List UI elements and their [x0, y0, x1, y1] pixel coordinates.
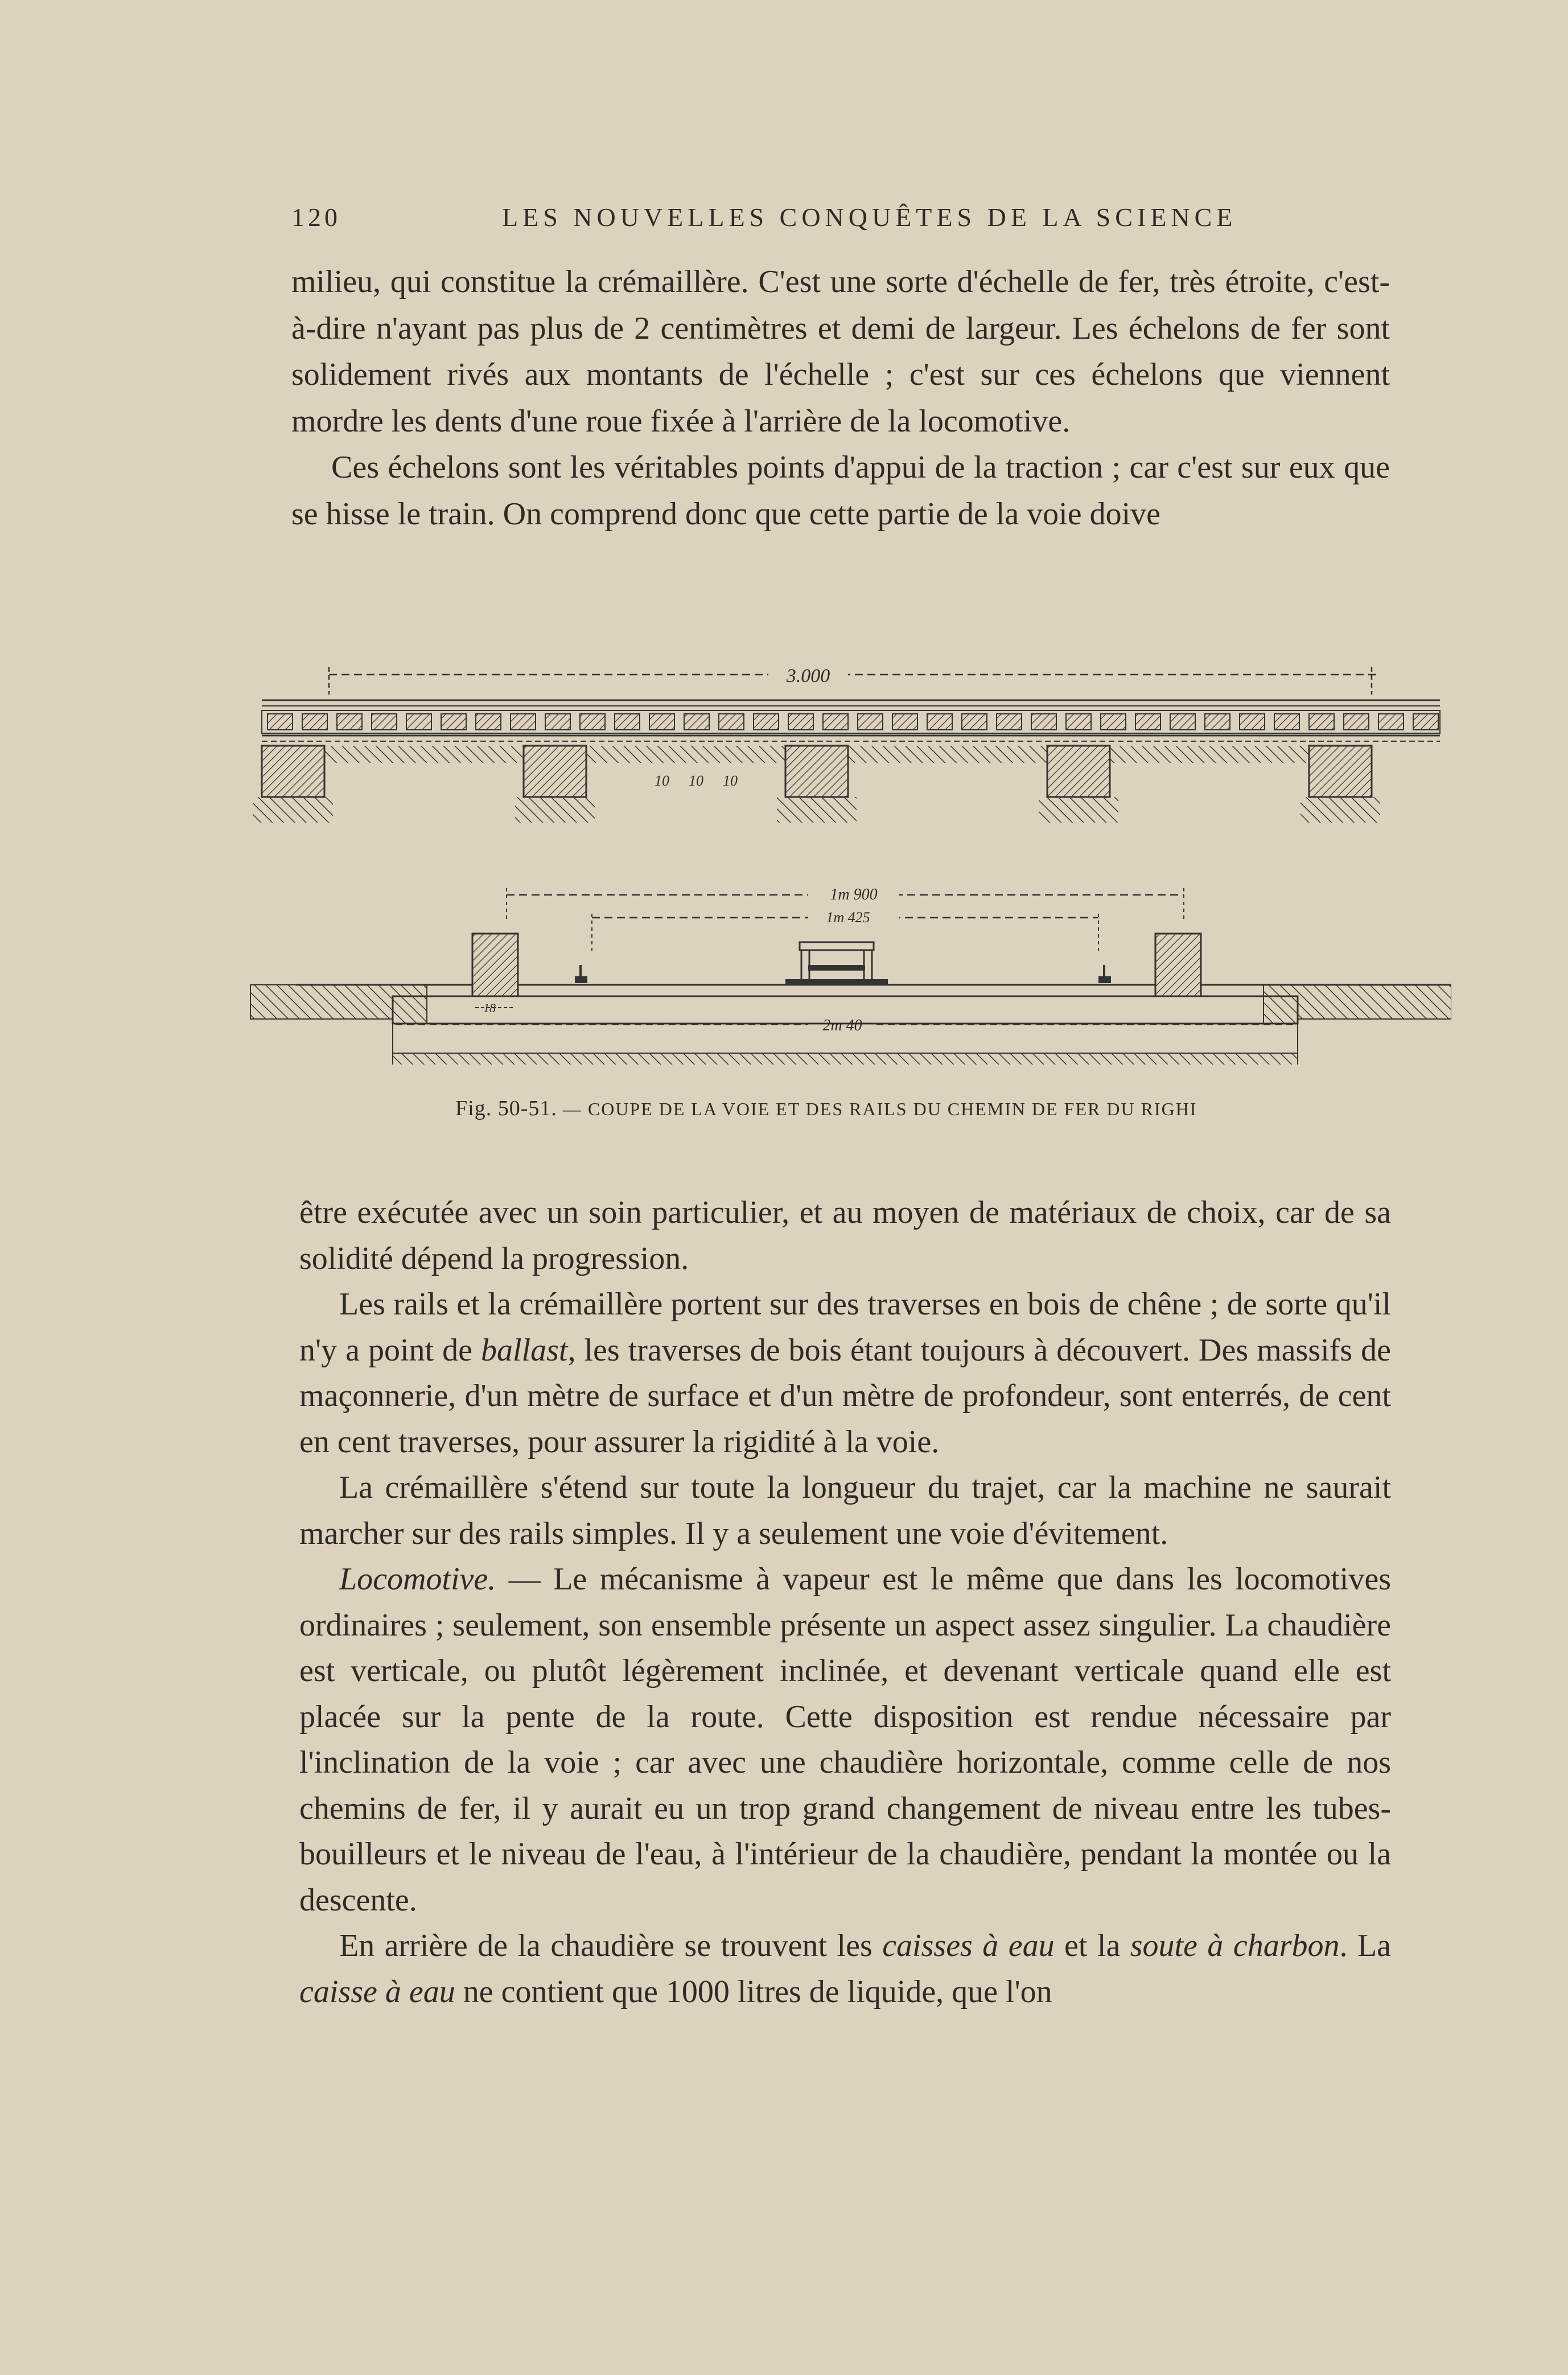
paragraph — [299, 1556, 1391, 1923]
track-section-figure — [239, 655, 1451, 1065]
sleeper-block — [777, 746, 857, 823]
transverse-section — [250, 882, 1451, 1065]
italic-term: caisse à eau — [299, 1974, 455, 2010]
caption-text: COUPE DE LA VOIE ET DES RAILS DU CHEMIN DE FER DU RIGHI — [587, 1099, 1197, 1119]
rack-rung — [267, 714, 293, 730]
rack-rungs — [267, 714, 1438, 730]
rack-rung — [545, 714, 570, 730]
text-span: , les traverses de bois étant toujours à découvert. Des massifs de maçonnerie, d'un mètre de surface et d'un mètre de profondeur, sont enterrés, de cent en cent traverses, pour assurer la rigidité à la voie. — [299, 1332, 1391, 1460]
rack-rung — [1240, 714, 1265, 730]
rack-rung — [649, 714, 674, 730]
running-title: LES NOUVELLES CONQUÊTES DE LA SCIENCE — [502, 203, 1237, 232]
rack-rung — [927, 714, 952, 730]
page-header — [291, 202, 1393, 236]
rack-rung — [1413, 714, 1438, 730]
rack-rung — [511, 714, 536, 730]
text-span: . La — [1339, 1928, 1392, 1963]
rack-rung — [684, 714, 709, 730]
paragraph: La crémaillère s'étend sur toute la longueur du trajet, car la machine ne saurait marcher sur des rails simples. Il y a seulement une voie d'évitement. — [299, 1470, 1391, 1551]
rack-rung — [962, 714, 987, 730]
rack-rung — [1031, 714, 1056, 730]
ground-hatch — [848, 746, 1047, 763]
track-cross-section-drawing — [239, 655, 1451, 1065]
dim-spacing-1: 10 — [655, 773, 669, 789]
ground-hatch — [324, 746, 524, 763]
paragraph: milieu, qui constitue la crémaillère. C'est une sorte d'échelle de fer, très étroite, c'est-à-dire n'ayant pas plus de 2 centimètres et demi de largeur. Les échelons de fer sont solidement rivés aux montants de l'échelle ; c'est sur ces échelons que viennent mordre les dents d'une roue fixée à l'arrière de la locomotive. — [291, 264, 1390, 439]
sleeper-block — [515, 746, 595, 823]
rack-rung — [823, 714, 848, 730]
figure-caption — [455, 1096, 1309, 1121]
italic-term: caisses à eau — [882, 1928, 1055, 1963]
longitudinal-section — [253, 665, 1440, 823]
page-number: 120 — [291, 203, 341, 232]
ground-hatch — [586, 746, 785, 763]
sleeper-block — [1301, 746, 1380, 823]
rack-rung — [1101, 714, 1126, 730]
rack-rung — [302, 714, 327, 730]
section-heading: Locomotive. — [339, 1562, 496, 1597]
text-span: ne contient que 1000 litres de liquide, que l'on — [455, 1974, 1052, 2010]
rack-rung — [1205, 714, 1230, 730]
dim-top-label: 3.000 — [786, 665, 830, 687]
rack-rung — [858, 714, 883, 730]
rack-rung — [1344, 714, 1369, 730]
rack-rung — [719, 714, 744, 730]
italic-term: ballast — [480, 1332, 568, 1368]
text-span: — Le mécanisme à vapeur est le même que dans les locomotives ordinaires ; seulement, son ensemble présente un aspect assez singulier. La chaudière est verticale, ou plutôt légèrement inclinée, et devenant verticale quand elle est placée sur la pente de la route. Cette disposition est rendue nécessaire par l'inclination de la voie ; car avec une chaudière horizontale, comme celle de nos chemins de fer, il y aurait eu un trop grand changement de niveau entre les tubes-bouilleurs et le niveau de l'eau, à l'intérieur de la chaudière, pendant la montée ou la descente. — [299, 1562, 1391, 1918]
rack-rung — [997, 714, 1022, 730]
paragraph — [299, 1923, 1391, 2015]
rack-rung — [337, 714, 362, 730]
rack-rung — [441, 714, 466, 730]
dim-spacing-3: 10 — [723, 773, 738, 789]
figure-label: Fig. 50-51. — [455, 1096, 557, 1120]
paragraph: Ces échelons sont les véritables points d'appui de la traction ; car c'est sur eux que se hisse le train. On comprend donc que cette partie de la voie doive — [291, 450, 1390, 532]
text-span: et la — [1054, 1928, 1130, 1963]
italic-term: soute à charbon — [1130, 1928, 1340, 1963]
sleepers-and-foundations — [253, 746, 1380, 823]
rack-rung — [615, 714, 640, 730]
rack-rung — [1170, 714, 1195, 730]
rack-rung — [1135, 714, 1160, 730]
rack-rung — [580, 714, 605, 730]
rack-rung — [1066, 714, 1091, 730]
text-span: En arrière de la chaudière se trouvent les — [339, 1928, 883, 1963]
rack-rung — [1378, 714, 1404, 730]
rack-rung — [788, 714, 813, 730]
dim-sleeper-label: 18 — [483, 1001, 496, 1015]
top-text-block — [291, 259, 1390, 537]
text-span: Les rails et la crémaillère portent sur des traverses en bois de chêne ; de sorte qu'il n'y a point de — [299, 1287, 1391, 1368]
sleeper-block — [253, 746, 333, 823]
rack-rung — [372, 714, 397, 730]
rack-rung — [892, 714, 917, 730]
dim-gauge-inner-label: 1m 425 — [826, 909, 870, 926]
paragraph: être exécutée avec un soin particulier, et au moyen de matériaux de choix, car de sa solidité dépend la progression. — [299, 1195, 1391, 1276]
rack-rung — [1309, 714, 1334, 730]
rack-rung — [476, 714, 501, 730]
dim-spacing-2: 10 — [689, 773, 703, 789]
caption-dash: — — [562, 1099, 582, 1119]
paragraph — [299, 1281, 1391, 1465]
sleeper-block — [1039, 746, 1118, 823]
dim-gauge-outer-label: 1m 900 — [830, 886, 878, 903]
rack-rung — [754, 714, 779, 730]
ground-hatch — [1110, 746, 1309, 763]
rack-rung — [406, 714, 431, 730]
dim-bed-label: 2m 40 — [822, 1017, 862, 1034]
bottom-text-block — [299, 1190, 1391, 2015]
rack-rung — [1274, 714, 1299, 730]
